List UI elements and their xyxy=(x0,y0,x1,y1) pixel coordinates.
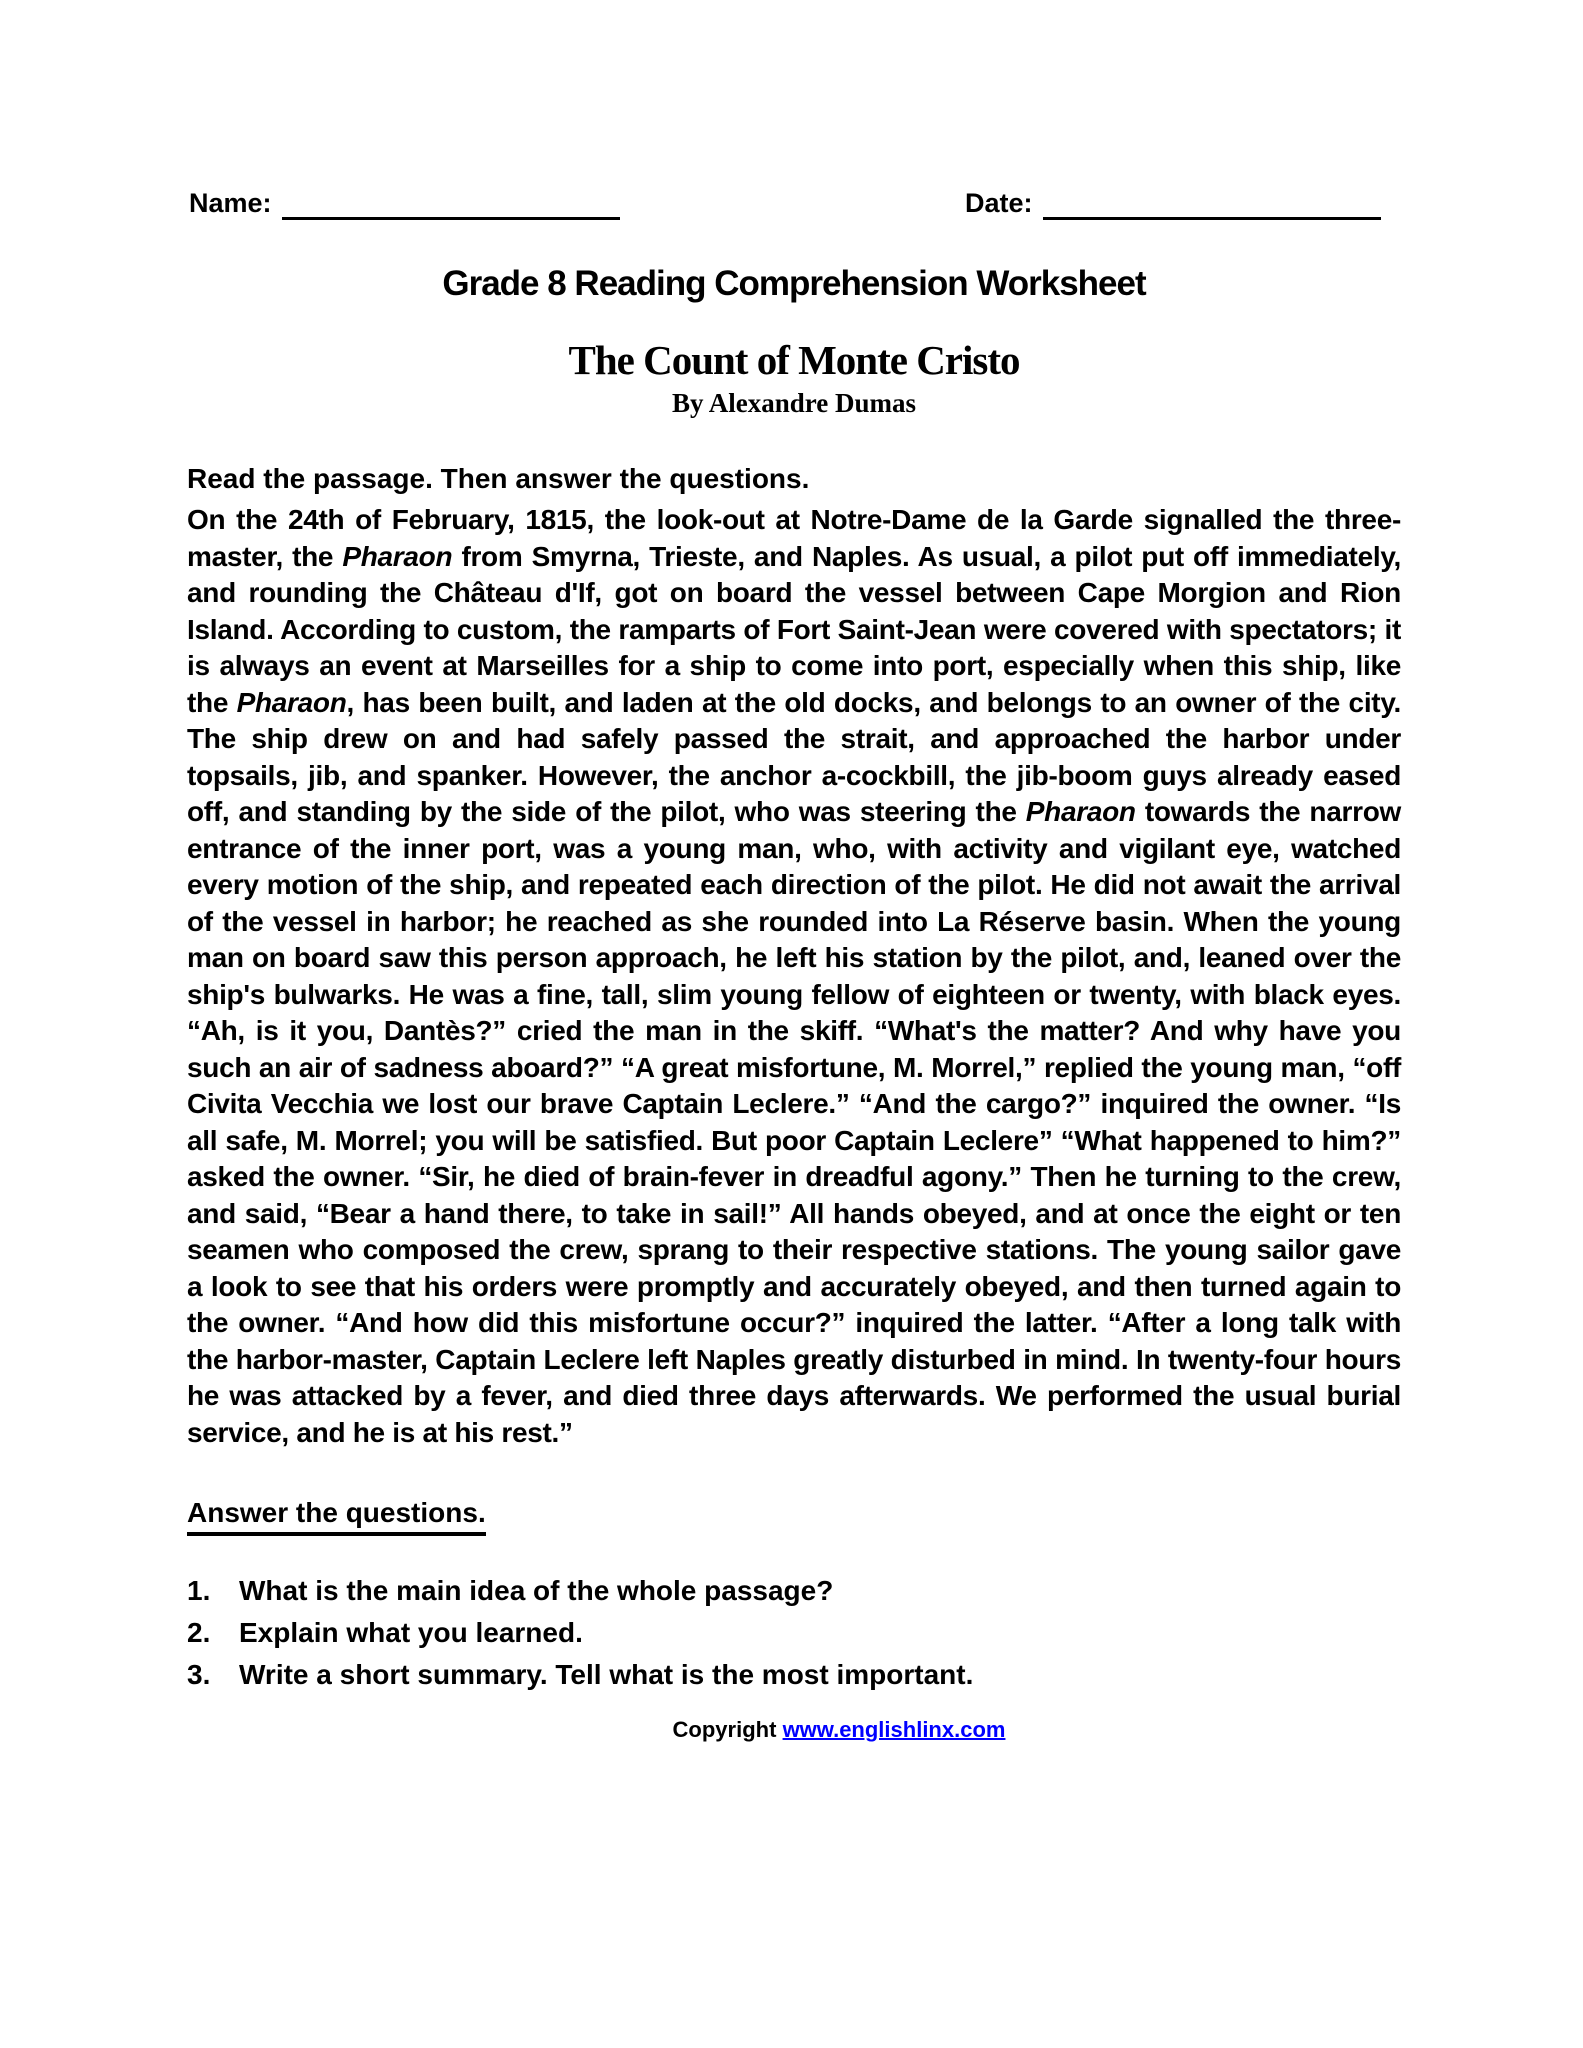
name-date-row xyxy=(187,186,1401,230)
name-label: Name: xyxy=(189,188,272,218)
passage-author: By Alexandre Dumas xyxy=(671,388,917,418)
question-number: 1. xyxy=(187,1575,211,1606)
question-item xyxy=(187,1658,1401,1691)
question-text: Explain what you learned. xyxy=(239,1617,583,1648)
questions-list xyxy=(187,1574,1401,1691)
answer-heading-wrap xyxy=(187,1497,1401,1536)
copyright-line xyxy=(187,1717,1401,1743)
passage-title: The Count of Monte Cristo xyxy=(568,337,1020,383)
copyright-link[interactable]: www.englishlinx.com xyxy=(782,1717,1006,1742)
name-blank-line xyxy=(282,187,620,220)
worksheet-title: Grade 8 Reading Comprehension Worksheet xyxy=(442,264,1146,303)
passage-italic-term: Pharaon xyxy=(1025,796,1136,827)
passage-italic-term: Pharaon xyxy=(236,686,347,718)
instructions-text: Read the passage. Then answer the questions. xyxy=(187,463,810,494)
passage-text xyxy=(187,502,1401,1451)
worksheet-content xyxy=(187,0,1401,1743)
question-text: What is the main idea of the whole passage? xyxy=(239,1575,834,1606)
answer-heading: Answer the questions. xyxy=(187,1497,486,1536)
question-number: 2. xyxy=(187,1617,211,1648)
date-field xyxy=(965,186,1381,220)
question-item xyxy=(187,1616,1401,1649)
passage-segment: On the 24th of February, 1815, the look-out at Notre-Dame de la Garde signalled the three-master, the xyxy=(187,504,1401,572)
passage-italic-term: Pharaon xyxy=(342,540,453,572)
question-number: 3. xyxy=(187,1659,211,1690)
date-blank-line xyxy=(1043,187,1381,220)
question-item xyxy=(187,1574,1401,1607)
passage-segment: towards the narrow entrance of the inner port, was a young man, who, with activity and vigilant eye, watched every motion of the ship, and repeated each direction of the pilot. He did not await the arrival of the vessel in harbor; he reached as she rounded into La Réserve basin. When the young man on board saw this person approach, he left his station by the pilot, and, leaned over the ship's bulwarks. He was a fine, tall, slim young fellow of eighteen or twenty, with black eyes. “Ah, is it you, Dantès?” cried the man in the skiff. “What's the matter? And why have you such an air of sadness aboard?” “A great misfortune, M. Morrel,” replied the young man, “off Civita Vecchia we lost our brave Captain Leclere.” “And the cargo?” inquired the owner. “Is all safe, M. Morrel; you will be satisfied. But poor Captain Leclere” “What happened to him?” asked the owner. “Sir, he died of brain-fever in dreadful agony.” Then he turning to the crew, and said, “Bear a hand there, to take in sail!” All hands obeyed, and at once the eight or ten seamen who composed the crew, sprang to their respective stations. The young sailor gave a look to see that his orders were promptly and accurately obeyed, and then turned again to the owner. “And how did this misfortune occur?” inquired the latter. “After a long talk with the harbor-master, Captain Leclere left Naples greatly disturbed in mind. In twenty-four hours he was attacked by a fever, and died three days afterwards. We performed the usual burial service, and he is at his rest.” xyxy=(187,796,1401,1448)
question-text: Write a short summary. Tell what is the most important. xyxy=(239,1659,974,1690)
name-field xyxy=(189,186,620,220)
date-label: Date: xyxy=(965,188,1033,218)
passage-segment: , has been built, and laden at the old docks, and belongs to an owner of the city. The ship drew on and had safely passed the strait, and approached the harbor under topsails, jib, and spanker. However, the anchor a-cockbill, the jib-boom guys already eased off, and standing by the side of the pilot, who was steering the xyxy=(187,686,1401,827)
passage-segment: from Smyrna, Trieste, and Naples. As usual, a pilot put off immediately, and rounding the Château d'If, got on board the vessel between Cape Morgion and Rion Island. According to custom, the ramparts of Fort Saint-Jean were covered with spectators; it is always an event at Marseilles for a ship to come into port, especially when this ship, like the xyxy=(187,540,1401,718)
copyright-label: Copyright xyxy=(672,1717,777,1742)
